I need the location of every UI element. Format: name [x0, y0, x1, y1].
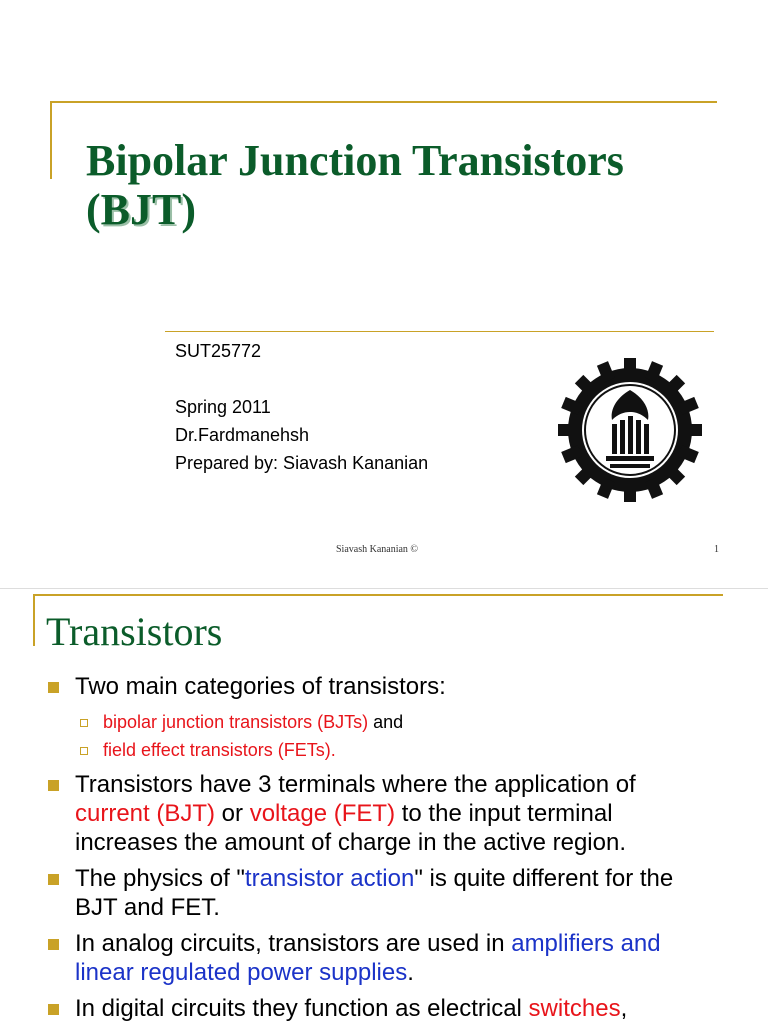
- bullet-item: The physics of "transistor action" is quite different for the BJT and FET.: [0, 864, 705, 922]
- bullet-item: In digital circuits they function as electrical switches,: [0, 994, 705, 1023]
- square-bullet-icon: [48, 682, 59, 693]
- prepared-by: Prepared by: Siavash Kananian: [175, 453, 429, 473]
- course-info: [175, 337, 428, 477]
- semester: Spring 2011: [175, 397, 271, 417]
- sub-bullet-item: field effect transistors (FETs).: [0, 736, 768, 764]
- slide-title: [86, 136, 726, 234]
- hollow-square-bullet-icon: [80, 719, 88, 727]
- title-main: Bipolar Junction Transistors: [86, 136, 624, 185]
- bullet-list: [0, 672, 768, 1030]
- title-top-rule: [50, 101, 717, 103]
- hollow-square-bullet-icon: [80, 747, 88, 755]
- square-bullet-icon: [48, 939, 59, 950]
- sub-bullet-list: [0, 708, 768, 764]
- square-bullet-icon: [48, 874, 59, 885]
- slide2-top-rule: [33, 594, 723, 596]
- bullet-item: In analog circuits, transistors are used in amplifiers and linear regulated power supplies.: [0, 929, 705, 987]
- sub-bullet-item: bipolar junction transistors (BJTs) and: [0, 708, 768, 736]
- square-bullet-icon: [48, 1004, 59, 1015]
- slide-divider: [0, 588, 768, 589]
- bullet-item: Transistors have 3 terminals where the application of current (BJT) or voltage (FET) to the input terminal increases the amount of charge in the active region.: [0, 770, 705, 857]
- title-close-paren: ): [181, 185, 197, 234]
- square-bullet-icon: [48, 780, 59, 791]
- title-open-paren: (: [86, 185, 101, 234]
- page-number: 1: [714, 544, 719, 555]
- title-left-rule: [50, 101, 52, 179]
- slide2-title: Transistors: [46, 609, 223, 654]
- course-code: SUT25772: [175, 341, 262, 361]
- instructor: Dr.Fardmanehsh: [175, 425, 310, 445]
- slide2-left-rule: [33, 594, 35, 646]
- bullet-item: Two main categories of transistors:: [0, 672, 705, 701]
- university-seal-icon: [556, 356, 704, 504]
- subtitle-rule: [165, 331, 714, 332]
- title-bjt: BJT: [100, 185, 182, 234]
- footer-author: Siavash Kananian ©: [336, 544, 419, 555]
